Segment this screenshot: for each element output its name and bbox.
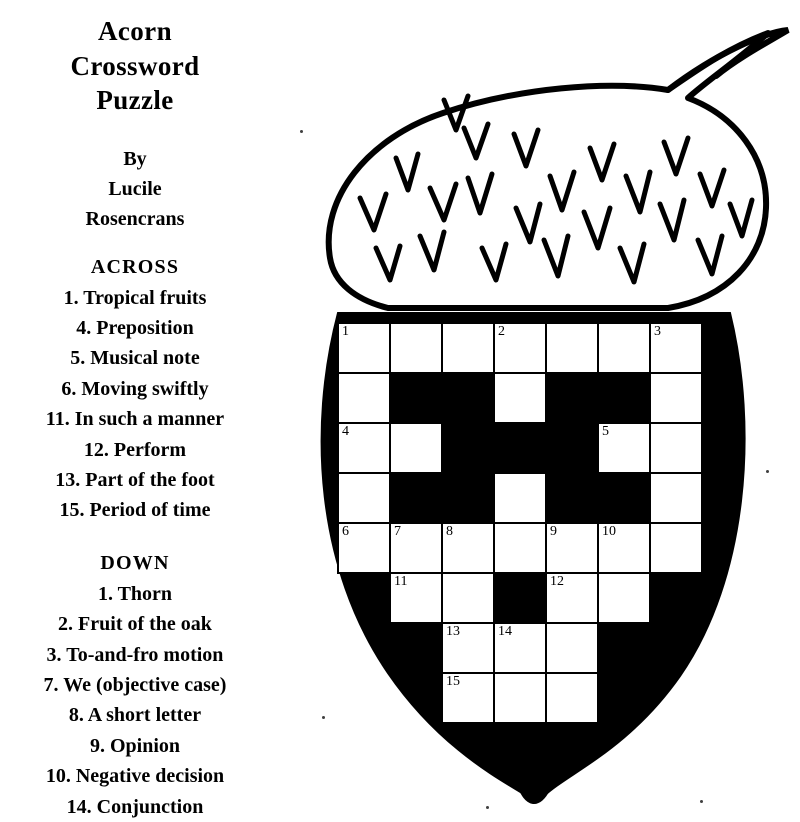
down-heading: DOWN <box>100 551 170 574</box>
grid-cell[interactable] <box>597 322 651 374</box>
cell-number: 13 <box>446 624 460 639</box>
clue-text: Opinion <box>109 734 181 757</box>
grid-cell-blocked <box>545 472 599 524</box>
grid-cell[interactable] <box>493 622 547 674</box>
grid-row <box>337 522 725 572</box>
byline-line-1: By <box>123 147 147 170</box>
clue-number: 15. <box>59 499 85 522</box>
list-item <box>0 343 270 373</box>
grid-cell[interactable] <box>441 522 495 574</box>
title-line-1: Acorn <box>98 16 172 46</box>
grid-cell-blocked <box>441 372 495 424</box>
title-line-3: Puzzle <box>96 85 174 116</box>
grid-cell-blocked <box>389 622 443 674</box>
cell-number: 10 <box>602 524 616 539</box>
grid-cell-blocked <box>389 372 443 424</box>
cell-number: 15 <box>446 674 460 689</box>
clue-number: 10. <box>45 765 71 788</box>
grid-cell[interactable] <box>545 572 599 624</box>
byline-line-3: Rosencrans <box>85 207 185 230</box>
cell-number: 5 <box>602 424 609 439</box>
print-speck <box>486 806 489 809</box>
grid-cell[interactable] <box>545 622 599 674</box>
grid-cell-blocked <box>597 622 651 674</box>
grid-cell-blocked <box>493 422 547 474</box>
grid-cell-blocked <box>389 672 443 724</box>
list-item <box>0 670 270 700</box>
clue-number: 1. <box>63 286 79 309</box>
cell-number: 2 <box>498 324 505 339</box>
clue-number: 6. <box>61 377 77 400</box>
grid-cell[interactable] <box>389 572 443 624</box>
grid-cell-blocked <box>597 472 651 524</box>
grid-row <box>337 422 725 472</box>
grid-cell[interactable] <box>597 572 651 624</box>
grid-cell[interactable] <box>493 322 547 374</box>
grid-row <box>337 622 725 672</box>
grid-cell-blocked <box>441 472 495 524</box>
grid-cell-blocked <box>597 372 651 424</box>
clue-text: Moving swiftly <box>81 377 209 400</box>
grid-cell-blocked <box>337 622 391 674</box>
grid-cell[interactable] <box>441 572 495 624</box>
list-item <box>0 495 270 525</box>
list-item <box>0 640 270 670</box>
clue-text: Negative decision <box>75 765 225 788</box>
grid-cell[interactable] <box>649 472 703 524</box>
grid-cell[interactable] <box>545 522 599 574</box>
grid-cell[interactable] <box>389 522 443 574</box>
grid-cell[interactable] <box>337 472 391 524</box>
list-item <box>0 313 270 343</box>
cell-number: 7 <box>394 524 401 539</box>
clue-text: Preposition <box>96 317 194 340</box>
clue-text: Musical note <box>90 347 200 370</box>
grid-cell[interactable] <box>337 322 391 374</box>
print-speck <box>322 716 325 719</box>
list-item <box>0 435 270 465</box>
grid-cell[interactable] <box>649 322 703 374</box>
grid-cell-blocked <box>545 422 599 474</box>
list-item <box>0 465 270 495</box>
grid-cell[interactable] <box>493 472 547 524</box>
clue-number: 9. <box>89 734 105 757</box>
grid-cell[interactable] <box>441 622 495 674</box>
byline <box>0 144 270 234</box>
grid-cell-blocked <box>649 622 703 674</box>
clue-text: Perform <box>113 438 187 461</box>
grid-cell[interactable] <box>597 422 651 474</box>
grid-row <box>337 672 725 722</box>
cell-number: 9 <box>550 524 557 539</box>
clue-number: 1. <box>97 582 113 605</box>
title-line-2: Crossword <box>70 50 200 81</box>
cell-number: 11 <box>394 574 408 589</box>
grid-cell[interactable] <box>389 322 443 374</box>
grid-row <box>337 372 725 422</box>
grid-cell[interactable] <box>545 322 599 374</box>
clue-number: 11. <box>45 408 70 431</box>
grid-cell[interactable] <box>649 372 703 424</box>
list-item <box>0 609 270 639</box>
cell-number: 12 <box>550 574 564 589</box>
grid-cell[interactable] <box>441 672 495 724</box>
clue-number: 3. <box>46 643 62 666</box>
cell-number: 14 <box>498 624 512 639</box>
clue-number: 7. <box>43 673 59 696</box>
list-item <box>0 731 270 761</box>
print-speck <box>300 130 303 133</box>
list-item <box>0 374 270 404</box>
clue-text: Fruit of the oak <box>78 613 212 636</box>
cell-number: 6 <box>342 524 349 539</box>
clue-number: 13. <box>55 468 81 491</box>
clue-number: 2. <box>58 613 74 636</box>
across-heading: ACROSS <box>90 255 180 278</box>
grid-cell-blocked <box>493 572 547 624</box>
grid-cell[interactable] <box>337 522 391 574</box>
grid-cell-blocked <box>337 672 391 724</box>
list-item <box>0 761 270 791</box>
clue-text: Part of the foot <box>85 468 215 491</box>
cell-number: 8 <box>446 524 453 539</box>
clue-column <box>0 0 270 819</box>
print-speck <box>766 470 769 473</box>
clue-text: To-and-fro motion <box>66 643 224 666</box>
grid-cell[interactable] <box>649 522 703 574</box>
grid-cell[interactable] <box>597 522 651 574</box>
grid-cell[interactable] <box>493 522 547 574</box>
grid-row <box>337 322 725 372</box>
cell-number: 3 <box>654 324 661 339</box>
list-item <box>0 700 270 730</box>
list-item <box>0 579 270 609</box>
cell-number: 1 <box>342 324 349 339</box>
grid-cell[interactable] <box>649 422 703 474</box>
clue-text: Tropical fruits <box>83 286 207 309</box>
list-item <box>0 283 270 313</box>
grid-row <box>337 572 725 622</box>
clue-text: Thorn <box>117 582 173 605</box>
clue-number: 14. <box>66 795 92 818</box>
clue-number: 12. <box>83 438 109 461</box>
grid-cell[interactable] <box>545 672 599 724</box>
grid-cell[interactable] <box>389 422 443 474</box>
grid-cell[interactable] <box>337 372 391 424</box>
grid-cell-blocked <box>649 672 703 724</box>
clue-text: In such a manner <box>74 408 225 431</box>
grid-cell-blocked <box>441 422 495 474</box>
clue-text: Period of time <box>89 499 211 522</box>
clue-number: 4. <box>76 317 92 340</box>
grid-cell[interactable] <box>493 672 547 724</box>
grid-row <box>337 472 725 522</box>
grid-cell-blocked <box>337 572 391 624</box>
down-clue-list <box>0 579 270 822</box>
grid-cell-blocked <box>545 372 599 424</box>
across-clue-list <box>0 283 270 526</box>
list-item <box>0 792 270 822</box>
page-title <box>0 14 270 118</box>
clue-number: 8. <box>68 704 84 727</box>
clue-text: Conjunction <box>96 795 204 818</box>
clue-text: A short letter <box>87 704 202 727</box>
print-speck <box>700 800 703 803</box>
list-item <box>0 404 270 434</box>
cell-number: 4 <box>342 424 349 439</box>
grid-cell-blocked <box>389 472 443 524</box>
crossword-grid[interactable] <box>337 322 725 742</box>
byline-line-2: Lucile <box>108 177 162 200</box>
grid-cell-blocked <box>597 672 651 724</box>
grid-cell[interactable] <box>337 422 391 474</box>
grid-cell[interactable] <box>493 372 547 424</box>
clue-text: We (objective case) <box>63 673 227 696</box>
grid-cell-blocked <box>649 572 703 624</box>
grid-cell[interactable] <box>441 322 495 374</box>
clue-number: 5. <box>70 347 86 370</box>
